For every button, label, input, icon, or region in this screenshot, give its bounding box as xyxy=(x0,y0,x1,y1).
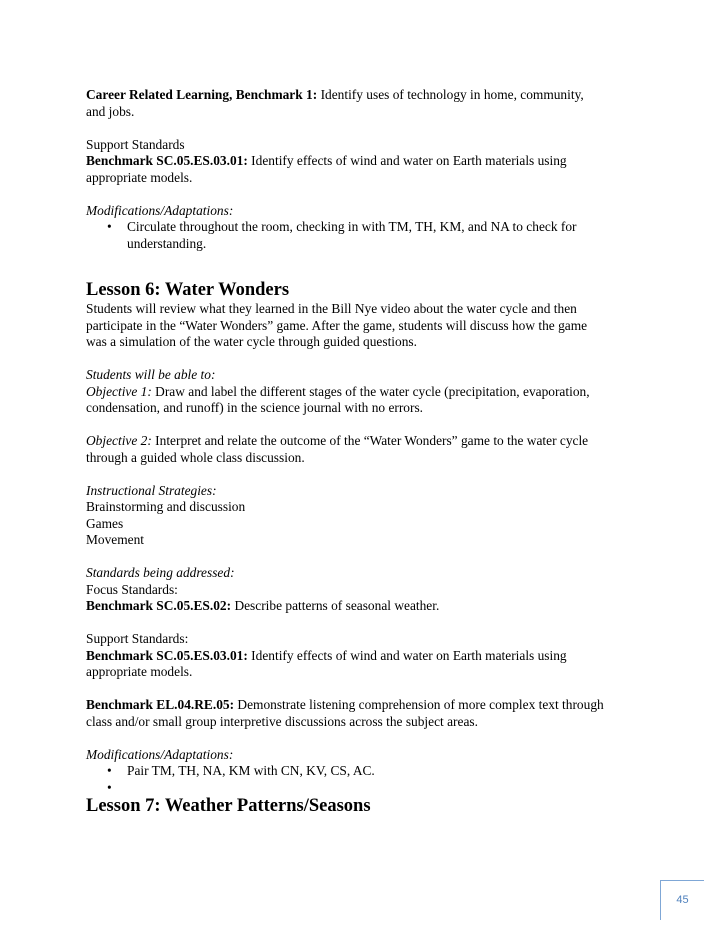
list-item xyxy=(86,219,646,252)
strategy-item: Movement xyxy=(86,532,145,547)
modifications-label: Modifications/Adaptations: xyxy=(86,746,234,762)
focus-benchmark xyxy=(86,598,646,615)
lesson-6-desc: Students will review what they learned in the Bill Nye video about the water cycle and then xyxy=(86,301,577,316)
el-benchmark-label: Benchmark EL.04.RE.05: xyxy=(86,697,235,712)
el-benchmark-text: Demonstrate listening comprehension of more complex text through xyxy=(234,697,604,712)
list-item xyxy=(86,780,646,797)
page-number xyxy=(660,880,704,920)
objective-1 xyxy=(86,384,646,401)
objective-1-cont: condensation, and runoff) in the science journal with no errors. xyxy=(86,400,424,415)
bullet-icon: • xyxy=(107,779,112,795)
bullet-icon: • xyxy=(107,219,112,234)
focus-standards-label: Focus Standards: xyxy=(86,581,178,597)
support-benchmark-label: Benchmark SC.05.ES.03.01: xyxy=(86,647,248,663)
able-to-label: Students will be able to: xyxy=(86,367,216,382)
bullet-icon: • xyxy=(107,763,112,778)
objective-1-text: Draw and label the different stages of the water cycle (precipitation, evaporation, xyxy=(151,383,590,399)
objective-1-label: Objective 1: xyxy=(86,383,152,399)
support-standards-label: Support Standards xyxy=(86,136,185,152)
lesson-6-desc: participate in the “Water Wonders” game. After the game, students will discuss how the game xyxy=(86,317,588,333)
list-item-line: understanding. xyxy=(127,235,207,251)
objective-2-label: Objective 2: xyxy=(86,433,152,448)
standards-label: Standards being addressed: xyxy=(86,565,235,580)
el-benchmark xyxy=(86,697,646,714)
benchmark-text-cont: appropriate models. xyxy=(86,169,193,185)
objective-2 xyxy=(86,433,646,450)
support-benchmark xyxy=(86,648,646,665)
objective-2-cont: through a guided whole class discussion. xyxy=(86,449,305,465)
lesson-6-title: Lesson 6: Water Wonders xyxy=(86,280,290,300)
list-item-text: Pair TM, TH, NA, KM with CN, KV, CS, AC. xyxy=(127,763,375,778)
modifications-list xyxy=(86,219,646,252)
support-benchmark-text: Identify effects of wind and water on Earth materials using xyxy=(247,647,567,663)
crl-benchmark xyxy=(86,87,646,104)
el-benchmark-cont: class and/or small group interpretive discussions across the subject areas. xyxy=(86,713,478,729)
support-benchmark-cont: appropriate models. xyxy=(86,664,193,679)
strategy-item: Brainstorming and discussion xyxy=(86,499,246,514)
lesson-7-title: Lesson 7: Weather Patterns/Seasons xyxy=(86,796,371,816)
crl-label: Career Related Learning, Benchmark 1: xyxy=(86,87,318,102)
modifications-label: Modifications/Adaptations: xyxy=(86,202,234,218)
list-item-line: Circulate throughout the room, checking in with TM, TH, KM, and NA to check for xyxy=(127,219,577,234)
support-standards-label: Support Standards: xyxy=(86,631,189,646)
crl-text-cont: and jobs. xyxy=(86,103,135,119)
page-number-text: 45 xyxy=(676,894,689,907)
strategy-item: Games xyxy=(86,515,124,531)
focus-benchmark-label: Benchmark SC.05.ES.02: xyxy=(86,598,232,613)
list-item xyxy=(86,763,646,780)
list-item-text xyxy=(127,780,130,795)
lesson-6-desc: was a simulation of the water cycle through guided questions. xyxy=(86,334,417,349)
strategies-label: Instructional Strategies: xyxy=(86,482,217,498)
benchmark-label: Benchmark SC.05.ES.03.01: xyxy=(86,153,248,168)
objective-2-text: Interpret and relate the outcome of the “Water Wonders” game to the water cycle xyxy=(151,433,589,448)
document-body xyxy=(86,87,646,817)
support-benchmark xyxy=(86,153,646,170)
modifications-list xyxy=(86,763,646,796)
crl-text: Identify uses of technology in home, community, xyxy=(317,87,584,102)
benchmark-text: Identify effects of wind and water on Earth materials using xyxy=(247,153,567,168)
focus-benchmark-text: Describe patterns of seasonal weather. xyxy=(231,598,440,613)
